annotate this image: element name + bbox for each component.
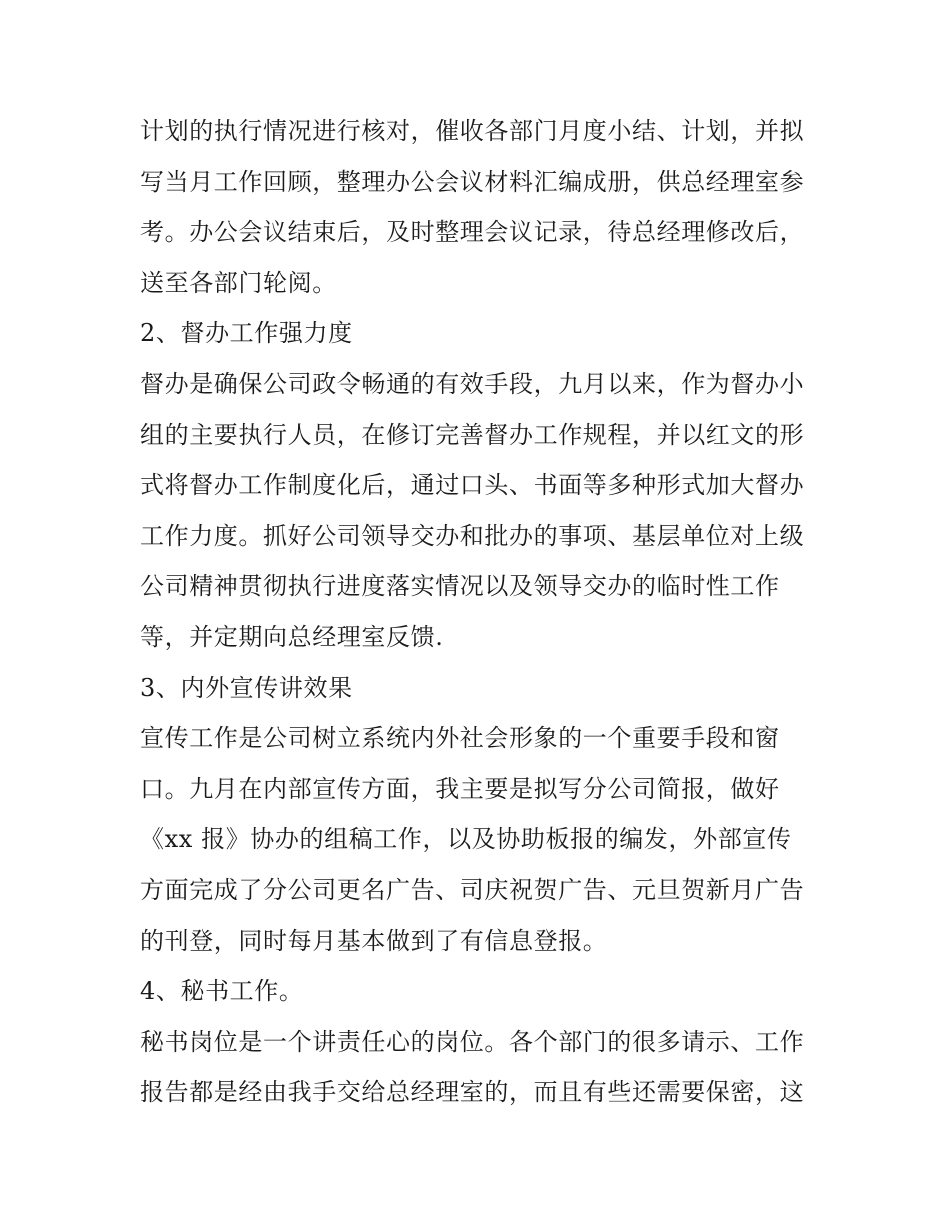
text-line: 宣传工作是公司树立系统内外社会形象的一个重要手段和窗 bbox=[140, 724, 780, 753]
document-body bbox=[140, 106, 812, 1118]
text-line: 督办是确保公司政令畅通的有效手段，九月以来，作为督办小 bbox=[140, 369, 805, 398]
text-line: 口。九月在内部宣传方面，我主要是拟写分公司简报，做好 bbox=[140, 774, 780, 803]
text-line: 《xx 报》协办的组稿工作，以及协助板报的编发，外部宣传 bbox=[140, 825, 792, 854]
text-line: 计划的执行情况进行核对，催收各部门月度小结、计划，并拟 bbox=[140, 117, 805, 145]
text-line: 工作力度。抓好公司领导交办和批办的事项、基层单位对上级 bbox=[140, 521, 805, 550]
text-line: 写当月工作回顾，整理办公会议材料汇编成册，供总经理室参 bbox=[140, 167, 805, 196]
paragraph-supervision bbox=[140, 359, 812, 663]
text-line: 组的主要执行人员，在修订完善督办工作规程，并以红文的形 bbox=[140, 420, 805, 449]
text-line: 考。办公会议结束后，及时整理会议记录，待总经理修改后， bbox=[140, 218, 805, 247]
text-line: 公司精神贯彻执行进度落实情况以及领导交办的临时性工作 bbox=[140, 572, 780, 601]
text-line: 式将督办工作制度化后，通过口头、书面等多种形式加大督办 bbox=[140, 471, 805, 500]
text-line: 报告都是经由我手交给总经理室的，而且有些还需要保密，这 bbox=[140, 1078, 805, 1107]
section-heading-supervision: 2、督办工作强力度 bbox=[140, 319, 353, 348]
section-heading-publicity: 3、内外宣传讲效果 bbox=[140, 673, 353, 702]
text-line: 方面完成了分公司更名广告、司庆祝贺广告、元旦贺新月广告 bbox=[140, 875, 805, 904]
text-line: 秘书岗位是一个讲责任心的岗位。各个部门的很多请示、工作 bbox=[140, 1027, 805, 1056]
paragraph-secretary bbox=[140, 1017, 812, 1118]
section-heading-secretary: 4、秘书工作。 bbox=[140, 977, 304, 1006]
text-line: 的刊登，同时每月基本做到了有信息登报。 bbox=[140, 926, 608, 955]
paragraph-report-review bbox=[140, 106, 812, 308]
text-line: 送至各部门轮阅。 bbox=[140, 268, 337, 297]
text-line: 等，并定期向总经理室反馈. bbox=[140, 622, 444, 651]
paragraph-publicity bbox=[140, 713, 812, 966]
